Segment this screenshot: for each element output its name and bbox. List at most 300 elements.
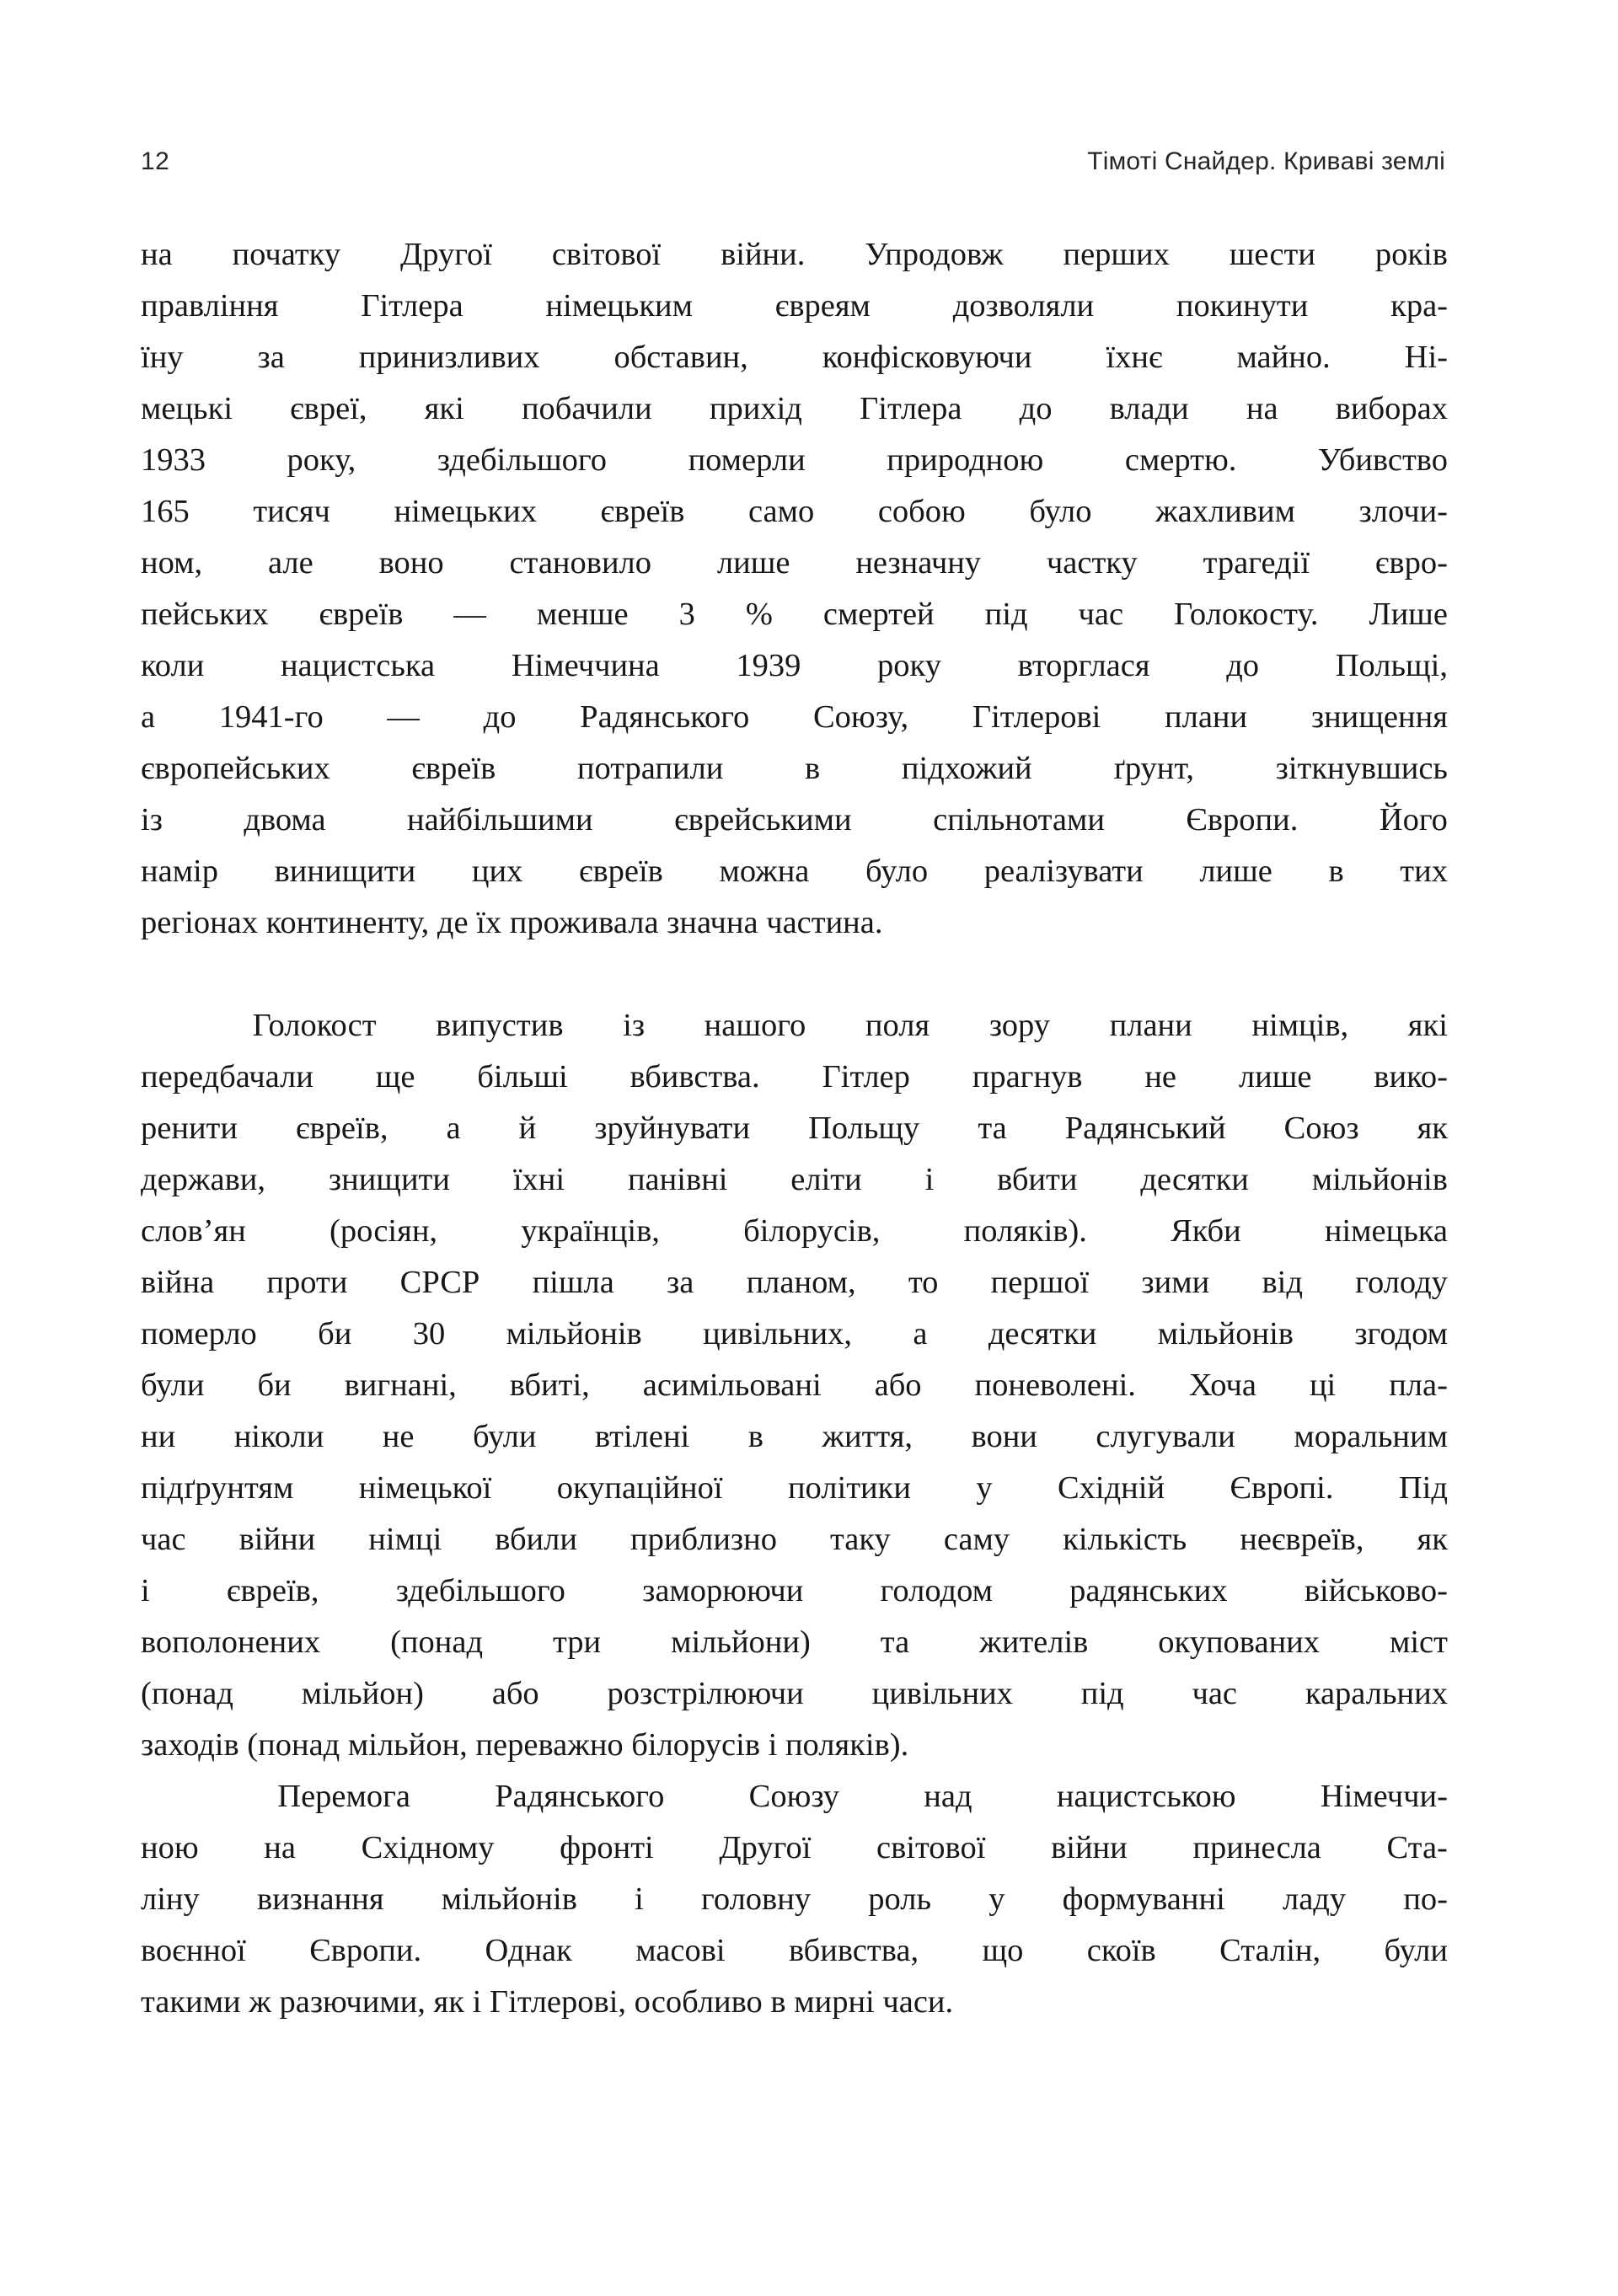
- word: становило: [509, 545, 652, 581]
- word: Союзу: [748, 1779, 840, 1814]
- word: СРСР: [399, 1265, 480, 1300]
- word: жахливим: [1155, 494, 1295, 529]
- word: мільйонів: [1157, 1316, 1294, 1351]
- word: до: [483, 699, 517, 735]
- word: проти: [266, 1265, 348, 1300]
- word: Його: [1379, 802, 1448, 838]
- word: німецька: [1324, 1213, 1448, 1249]
- word: під: [984, 597, 1028, 632]
- word: в: [805, 751, 821, 786]
- word: німецьким: [545, 288, 694, 324]
- word: Радянського: [495, 1779, 665, 1814]
- word: окупаційної: [556, 1470, 723, 1506]
- text-line: [141, 1206, 1448, 1257]
- word: Ні-: [1404, 340, 1448, 375]
- word: вбивства.: [630, 1059, 760, 1094]
- word: ці: [1309, 1367, 1337, 1403]
- text-line: [141, 486, 1448, 538]
- word: Східному: [361, 1830, 495, 1865]
- word: Польщі,: [1335, 648, 1448, 683]
- word: час: [1078, 597, 1124, 632]
- word: вополонених: [141, 1624, 321, 1660]
- word: поля: [865, 1008, 930, 1043]
- word: вони: [971, 1419, 1037, 1454]
- word: злочи-: [1358, 494, 1448, 529]
- text-line: [141, 1463, 1448, 1514]
- word: поневолені.: [974, 1367, 1136, 1403]
- word: померло: [141, 1316, 257, 1351]
- word: євреїв,: [226, 1573, 319, 1608]
- word: зими: [1141, 1265, 1210, 1300]
- word: німецьких: [394, 494, 537, 529]
- word: ни: [141, 1419, 176, 1454]
- text-line: [141, 383, 1448, 435]
- word: правління: [141, 288, 279, 324]
- word: Німеччина: [511, 648, 660, 683]
- word: міст: [1389, 1624, 1448, 1660]
- word: 30: [412, 1316, 446, 1351]
- word: лише: [1238, 1059, 1312, 1094]
- word: Сталін,: [1219, 1933, 1321, 1968]
- word: планом,: [746, 1265, 856, 1300]
- page-number: 12: [141, 147, 170, 175]
- word: воєнної: [141, 1933, 246, 1968]
- word: були: [472, 1419, 537, 1454]
- word: прихід: [709, 391, 802, 426]
- word: голодом: [880, 1573, 993, 1608]
- word: євро-: [1374, 545, 1448, 581]
- word: слов’ян: [141, 1213, 246, 1249]
- word: і: [924, 1162, 935, 1197]
- word: євреїв: [319, 597, 404, 632]
- word: німці: [368, 1522, 442, 1557]
- word: війна: [141, 1265, 215, 1300]
- word: та: [978, 1111, 1007, 1146]
- word: на: [141, 237, 173, 272]
- word: були: [141, 1367, 205, 1403]
- word: від: [1262, 1265, 1303, 1300]
- word: реалізувати: [983, 854, 1144, 889]
- word: десятки: [988, 1316, 1097, 1351]
- word: Голокосту.: [1174, 597, 1319, 632]
- text-line: [141, 1360, 1448, 1411]
- word: політики: [787, 1470, 911, 1506]
- word: Другої: [719, 1830, 812, 1865]
- word: померли: [688, 442, 806, 478]
- word: ще: [375, 1059, 415, 1094]
- word: військово-: [1304, 1573, 1448, 1608]
- word: життя,: [822, 1419, 913, 1454]
- word: пейських: [141, 597, 269, 632]
- body-text-block: [141, 229, 1448, 2028]
- word: цивільних: [871, 1676, 1013, 1711]
- word: білорусів,: [743, 1213, 881, 1249]
- word: але: [267, 545, 313, 581]
- word: війни: [238, 1522, 316, 1557]
- text-line: [141, 743, 1448, 795]
- text-line: регіонах континенту, де їх проживала значна частина.: [141, 905, 883, 940]
- word: 165: [141, 494, 190, 529]
- word: Голокост: [252, 1008, 377, 1043]
- word: не: [382, 1419, 415, 1454]
- word: незначну: [855, 545, 982, 581]
- word: трагедії: [1203, 545, 1310, 581]
- word: —: [387, 699, 420, 735]
- word: початку: [232, 237, 341, 272]
- text-line: [141, 1000, 1448, 1052]
- word: три: [553, 1624, 602, 1660]
- word: заморюючи: [642, 1573, 804, 1608]
- word: неєвреїв,: [1240, 1522, 1364, 1557]
- word: в: [747, 1419, 763, 1454]
- text-line: [141, 692, 1448, 743]
- word: 1939: [736, 648, 801, 683]
- word: українців,: [521, 1213, 660, 1249]
- paragraph: [141, 1000, 1448, 1771]
- word: Німеччи-: [1320, 1779, 1448, 1814]
- word: коли: [141, 648, 205, 683]
- word: року,: [287, 442, 356, 478]
- word: зору: [988, 1008, 1051, 1043]
- word: покинути: [1176, 288, 1309, 324]
- word: Гітлер: [822, 1059, 910, 1094]
- paragraph: [141, 1771, 1448, 2028]
- word: світової: [876, 1830, 986, 1865]
- word: Упродовж: [865, 237, 1004, 272]
- word: першої: [990, 1265, 1090, 1300]
- word: тих: [1400, 854, 1448, 889]
- word: головну: [701, 1881, 812, 1917]
- word: винищити: [274, 854, 416, 889]
- text-line: [141, 435, 1448, 486]
- word: згодом: [1354, 1316, 1448, 1351]
- text-line: [141, 332, 1448, 383]
- word: шести: [1229, 237, 1315, 272]
- word: визнання: [256, 1881, 384, 1917]
- text-line: [141, 846, 1448, 897]
- word: Якби: [1171, 1213, 1241, 1249]
- text-line: [141, 1565, 1448, 1617]
- word: або: [874, 1367, 922, 1403]
- word: Гітлерові: [972, 699, 1101, 735]
- word: їну: [141, 340, 184, 375]
- word: ліну: [141, 1881, 200, 1917]
- word: втілені: [594, 1419, 690, 1454]
- word: тисяч: [253, 494, 330, 529]
- word: ладу: [1282, 1881, 1347, 1917]
- word: здебільшого: [437, 442, 608, 478]
- word: Європи.: [309, 1933, 422, 1968]
- word: би: [257, 1367, 292, 1403]
- text-line: такими ж разючими, як і Гітлерові, особливо в мирні часи.: [141, 1984, 954, 2020]
- word: Радянський: [1064, 1111, 1226, 1146]
- text-line: [141, 1925, 1448, 1977]
- text-line: [141, 1257, 1448, 1309]
- word: кра-: [1390, 288, 1448, 324]
- word: асимільовані: [642, 1367, 822, 1403]
- word: Європи.: [1186, 802, 1299, 838]
- first-line-indent: [141, 1771, 193, 1822]
- word: євреїв: [578, 854, 663, 889]
- text-line: [141, 1309, 1448, 1360]
- word: ною: [141, 1830, 199, 1865]
- word: Союзу,: [813, 699, 909, 735]
- word: під: [1080, 1676, 1124, 1711]
- word: німців,: [1251, 1008, 1349, 1043]
- word: воно: [378, 545, 444, 581]
- word: виборах: [1335, 391, 1448, 426]
- word: Гітлера: [361, 288, 463, 324]
- word: їхні: [512, 1162, 565, 1197]
- word: вторглася: [1017, 648, 1150, 683]
- word: їхнє: [1106, 340, 1163, 375]
- word: Гітлера: [860, 391, 962, 426]
- word: влади: [1109, 391, 1189, 426]
- word: само: [748, 494, 815, 529]
- word: Східній: [1057, 1470, 1165, 1506]
- word: обставин,: [613, 340, 748, 375]
- word: Хоча: [1188, 1367, 1256, 1403]
- word: до: [1226, 648, 1260, 683]
- text-line: [141, 1411, 1448, 1463]
- word: до: [1019, 391, 1053, 426]
- word: війни: [1051, 1830, 1128, 1865]
- word: собою: [877, 494, 966, 529]
- word: із: [623, 1008, 646, 1043]
- word: час: [141, 1522, 186, 1557]
- text-line: [141, 1514, 1448, 1565]
- word: із: [141, 802, 163, 838]
- word: не: [1144, 1059, 1177, 1094]
- word: світової: [551, 237, 662, 272]
- word: (росіян,: [329, 1213, 438, 1249]
- text-line: [141, 1103, 1448, 1154]
- word: принизливих: [358, 340, 540, 375]
- word: розстрілюючи: [607, 1676, 804, 1711]
- word: моральним: [1294, 1419, 1448, 1454]
- word: а: [141, 699, 156, 735]
- word: над: [924, 1779, 972, 1814]
- word: за: [667, 1265, 694, 1300]
- word: Радянського: [580, 699, 750, 735]
- word: плани: [1165, 699, 1248, 735]
- word: плани: [1109, 1008, 1192, 1043]
- running-head-title: Тімоті Снайдер. Кривaві землі: [1087, 147, 1445, 175]
- word: радянських: [1069, 1573, 1228, 1608]
- word: а: [446, 1111, 461, 1146]
- word: підхожий: [901, 751, 1032, 786]
- word: цих: [471, 854, 523, 889]
- word: 1933: [141, 442, 206, 478]
- word: мільйони): [671, 1624, 811, 1660]
- word: Союз: [1283, 1111, 1359, 1146]
- word: смертей: [822, 597, 935, 632]
- word: побачили: [521, 391, 652, 426]
- word: можна: [719, 854, 810, 889]
- word: Однак: [485, 1933, 572, 1968]
- word: знищення: [1310, 699, 1448, 735]
- word: нацистською: [1056, 1779, 1236, 1814]
- word: %: [745, 597, 773, 632]
- word: каральних: [1305, 1676, 1448, 1711]
- word: прагнув: [972, 1059, 1083, 1094]
- word: вико-: [1374, 1059, 1448, 1094]
- word: і: [635, 1881, 644, 1917]
- word: мільйон): [301, 1676, 424, 1711]
- word: лише: [1199, 854, 1272, 889]
- text-line: [141, 795, 1448, 846]
- word: пішла: [532, 1265, 614, 1300]
- word: Лише: [1369, 597, 1448, 632]
- word: і: [141, 1573, 150, 1608]
- word: дозволяли: [952, 288, 1095, 324]
- word: випустив: [436, 1008, 564, 1043]
- word: 1941-го: [218, 699, 324, 735]
- word: або: [491, 1676, 539, 1711]
- word: Убивство: [1317, 442, 1448, 478]
- text-line: [141, 589, 1448, 640]
- word: (понад: [141, 1676, 233, 1711]
- word: вигнані,: [344, 1367, 457, 1403]
- word: окупованих: [1158, 1624, 1321, 1660]
- word: євреям: [774, 288, 871, 324]
- word: євреї,: [290, 391, 367, 426]
- word: за: [257, 340, 285, 375]
- word: слугували: [1096, 1419, 1235, 1454]
- word: час: [1192, 1676, 1238, 1711]
- word: цивільних,: [703, 1316, 853, 1351]
- text-line: [141, 281, 1448, 332]
- word: таку: [830, 1522, 891, 1557]
- word: європейських: [141, 751, 330, 786]
- word: —: [453, 597, 486, 632]
- word: а: [913, 1316, 928, 1351]
- word: ґрунт,: [1113, 751, 1194, 786]
- word: потрапили: [576, 751, 724, 786]
- word: що: [982, 1933, 1024, 1968]
- word: ренити: [141, 1111, 238, 1146]
- word: 3: [678, 597, 695, 632]
- word: війни.: [721, 237, 806, 272]
- word: зіткнувшись: [1275, 751, 1448, 786]
- word: жителів: [979, 1624, 1089, 1660]
- word: Ста-: [1386, 1830, 1448, 1865]
- word: більші: [477, 1059, 568, 1094]
- word: були: [1384, 1933, 1448, 1968]
- word: як: [1417, 1111, 1448, 1146]
- word: менше: [536, 597, 629, 632]
- word: в: [1328, 854, 1344, 889]
- word: то: [908, 1265, 939, 1300]
- word: намір: [141, 854, 219, 889]
- word: німецької: [358, 1470, 492, 1506]
- word: поляків).: [963, 1213, 1087, 1249]
- word: Другої: [399, 237, 492, 272]
- word: двома: [244, 802, 326, 838]
- word: у: [976, 1470, 993, 1506]
- word: лише: [716, 545, 790, 581]
- word: держави,: [141, 1162, 266, 1197]
- text-line: [141, 640, 1448, 692]
- word: здебільшого: [395, 1573, 565, 1608]
- word: еліти: [790, 1162, 862, 1197]
- word: єврейськими: [674, 802, 852, 838]
- word: у: [988, 1881, 1005, 1917]
- word: перших: [1063, 237, 1170, 272]
- text-line: [141, 1154, 1448, 1206]
- word: приблизно: [630, 1522, 777, 1557]
- word: спільнотами: [933, 802, 1105, 838]
- word: природною: [887, 442, 1044, 478]
- word: частку: [1046, 545, 1138, 581]
- text-line: [141, 1822, 1448, 1874]
- word: саму: [943, 1522, 1010, 1557]
- word: нацистська: [280, 648, 436, 683]
- word: Європі.: [1230, 1470, 1334, 1506]
- word: які: [1407, 1008, 1448, 1043]
- word: конфісковуючи: [822, 340, 1032, 375]
- word: нашого: [704, 1008, 806, 1043]
- paragraph: [141, 229, 1448, 949]
- word: по-: [1403, 1881, 1448, 1917]
- text-line: [141, 1617, 1448, 1668]
- word: було: [1029, 494, 1092, 529]
- word: євреїв,: [295, 1111, 388, 1146]
- word: вбити: [997, 1162, 1078, 1197]
- text-line: заходів (понад мільйон, переважно білорусів і поляків).: [141, 1727, 909, 1763]
- word: скоїв: [1086, 1933, 1156, 1968]
- word: та: [880, 1624, 910, 1660]
- word: би: [318, 1316, 352, 1351]
- text-line: [141, 1668, 1448, 1720]
- word: фронті: [560, 1830, 654, 1865]
- word: Перемога: [277, 1779, 410, 1814]
- word: найбільшими: [407, 802, 593, 838]
- word: майно.: [1236, 340, 1331, 375]
- word: смертю.: [1124, 442, 1237, 478]
- word: ніколи: [233, 1419, 324, 1454]
- word: мільйонів: [506, 1316, 642, 1351]
- word: голоду: [1355, 1265, 1448, 1300]
- word: років: [1374, 237, 1448, 272]
- word: передбачали: [141, 1059, 313, 1094]
- word: роль: [868, 1881, 932, 1917]
- word: масові: [635, 1933, 726, 1968]
- word: було: [865, 854, 929, 889]
- word: євреїв: [411, 751, 496, 786]
- first-line-indent: [141, 1000, 193, 1052]
- word: мецькі: [141, 391, 233, 426]
- text-line: [141, 229, 1448, 281]
- word: кількість: [1063, 1522, 1187, 1557]
- word: принесла: [1192, 1830, 1321, 1865]
- text-line: [141, 538, 1448, 589]
- word: формуванні: [1062, 1881, 1225, 1917]
- word: вбивства,: [788, 1933, 919, 1968]
- word: мільйонів: [1311, 1162, 1448, 1197]
- word: на: [264, 1830, 296, 1865]
- text-line: [141, 1771, 1448, 1822]
- word: знищити: [328, 1162, 450, 1197]
- text-line: [141, 1874, 1448, 1925]
- word: мільйонів: [441, 1881, 577, 1917]
- word: ном,: [141, 545, 203, 581]
- text-line: [141, 1052, 1448, 1103]
- word: Польщу: [808, 1111, 920, 1146]
- word: десятки: [1140, 1162, 1249, 1197]
- word: на: [1246, 391, 1278, 426]
- word: (понад: [390, 1624, 484, 1660]
